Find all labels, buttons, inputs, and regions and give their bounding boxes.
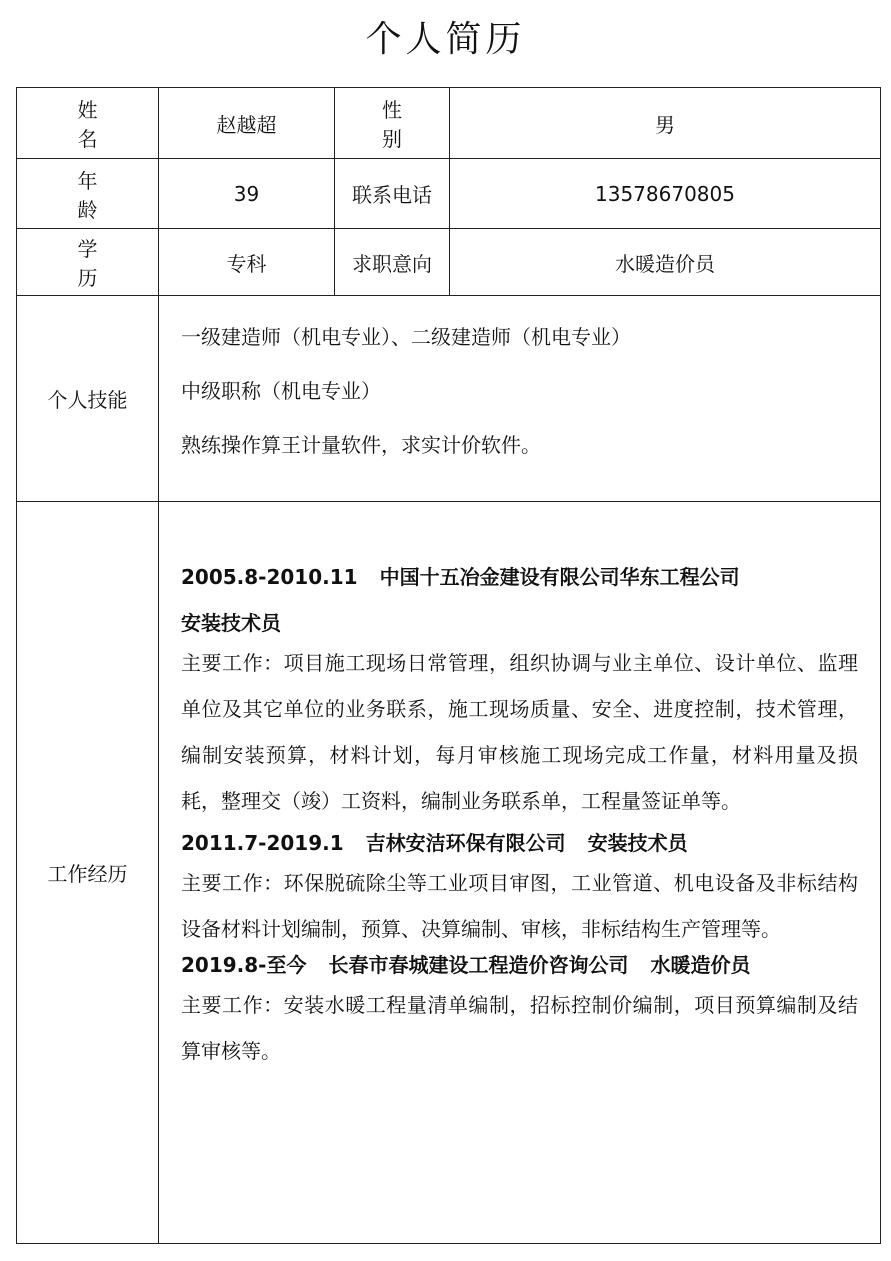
- row-education-intent: [17, 229, 881, 296]
- phone-label: 联系电话: [335, 159, 450, 229]
- age-value: 39: [159, 159, 335, 229]
- job-company: 长春市春城建设工程造价咨询公司: [328, 953, 629, 977]
- page-title: 个人简历: [365, 19, 526, 60]
- gender-label: 性别: [335, 88, 450, 159]
- job-role: 安装技术员: [181, 611, 281, 635]
- work-label: 工作经历: [17, 502, 159, 1244]
- skills-label: 个人技能: [17, 296, 159, 502]
- job-company: 吉林安洁环保有限公司: [365, 831, 566, 855]
- job-description: 主要工作：环保脱硫除尘等工业项目审图，工业管道、机电设备及非标结构设备材料计划编制，预算、决算编制、审核，非标结构生产管理等。: [181, 871, 858, 941]
- row-age-phone: [17, 159, 881, 229]
- education-label: 学历: [17, 229, 159, 296]
- skills-list: [181, 324, 880, 458]
- job-entry: [181, 830, 858, 952]
- intent-value: 水暖造价员: [450, 229, 881, 296]
- job-header: [181, 564, 858, 590]
- job-description: 主要工作：项目施工现场日常管理，组织协调与业主单位、设计单位、监理单位及其它单位的业务联系，施工现场质量、安全、进度控制，技术管理，编制安装预算，材料计划，每月审核施工现场完成工作量，材料用量及损耗，整理交（竣）工资料，编制业务联系单，工程量签证单等。: [181, 651, 858, 813]
- skill-item: 一级建造师（机电专业）、二级建造师（机电专业）: [181, 325, 631, 349]
- row-work: [17, 502, 881, 1244]
- job-header: [181, 830, 858, 856]
- gender-value: 男: [450, 88, 881, 159]
- job-description: 主要工作：安装水暖工程量清单编制，招标控制价编制，项目预算编制及结算审核等。: [181, 993, 858, 1063]
- job-header: [181, 952, 858, 978]
- job-period: 2005.8-2010.11: [181, 565, 358, 589]
- name-value: 赵越超: [159, 88, 335, 159]
- skill-item: 熟练操作算王计量软件，求实计价软件。: [181, 433, 541, 457]
- age-label: 年龄: [17, 159, 159, 229]
- intent-label: 求职意向: [335, 229, 450, 296]
- job-entry: [181, 952, 858, 1074]
- phone-value: 13578670805: [450, 159, 881, 229]
- job-entry: [181, 564, 858, 824]
- job-company: 中国十五冶金建设有限公司华东工程公司: [379, 565, 740, 589]
- resume-table: [16, 87, 881, 1244]
- job-role: 安装技术员: [587, 831, 688, 855]
- name-label: 姓名: [17, 88, 159, 159]
- job-role: 水暖造价员: [650, 953, 751, 977]
- job-period: 2019.8-至今: [181, 953, 307, 977]
- skill-item: 中级职称（机电专业）: [181, 379, 381, 403]
- row-name-gender: [17, 88, 881, 159]
- education-value: 专科: [159, 229, 335, 296]
- job-period: 2011.7-2019.1: [181, 831, 344, 855]
- work-cell: [159, 502, 881, 1244]
- row-skills: [17, 296, 881, 502]
- skills-cell: [159, 296, 881, 502]
